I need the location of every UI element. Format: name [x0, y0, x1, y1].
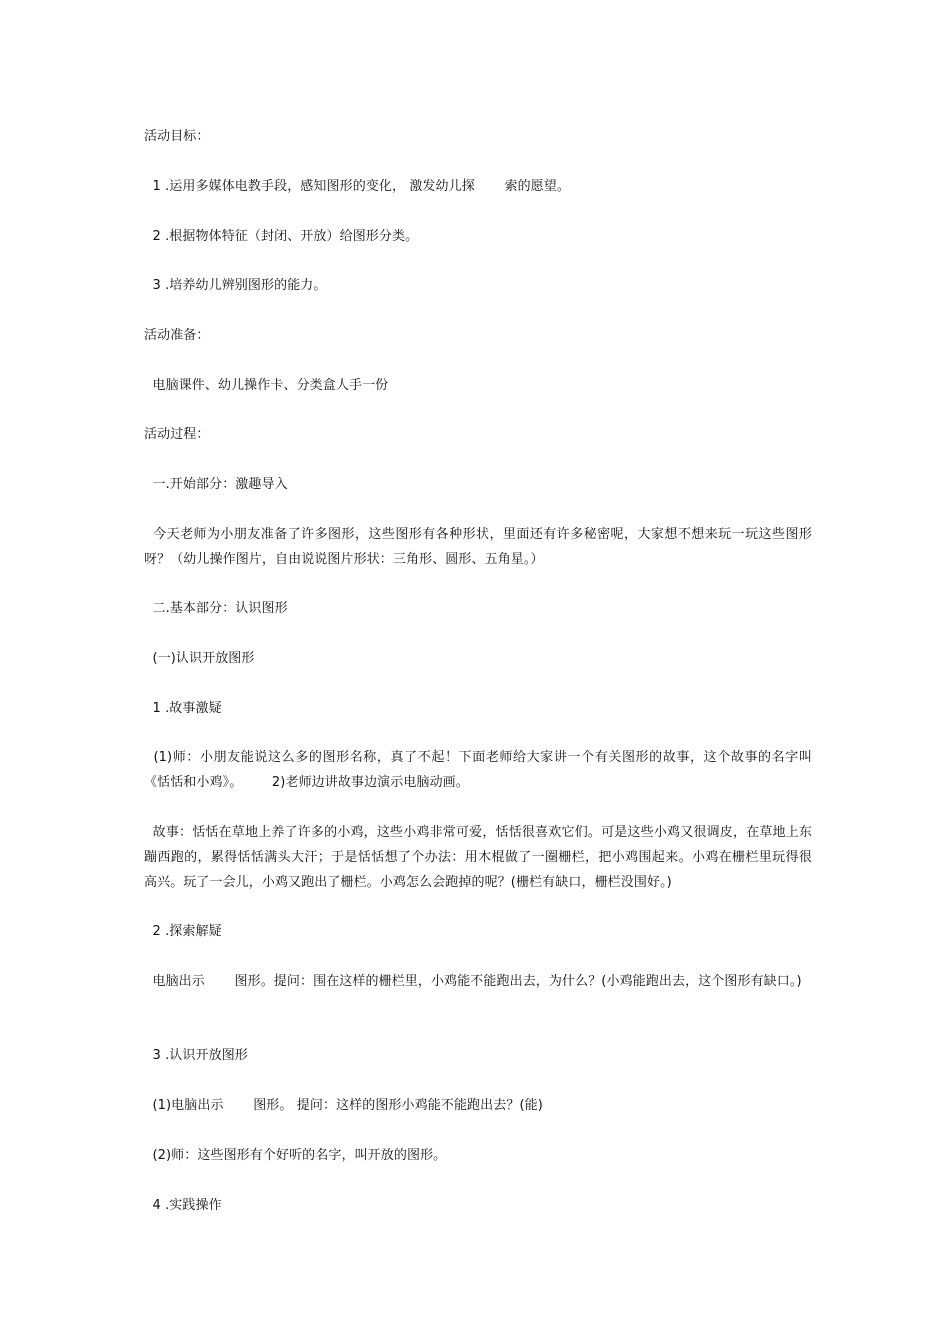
heading-activity-preparation: 活动准备：	[144, 328, 210, 343]
goal-item-1: 1 .运用多媒体电教手段，感知图形的变化， 激发幼儿探 索的愿望。	[144, 179, 570, 194]
explore-paragraph: 电脑出示 图形。提问：围在这样的栅栏里，小鸡能不能跑出去，为什么？(小鸡能跑出去，这个图形有缺口。)	[144, 974, 802, 989]
step-story: 1 .故事激疑	[144, 701, 222, 716]
goal-item-2: 2 .根据物体特征（封闭、开放）给图形分类。	[144, 229, 419, 244]
subsection-open-shapes: (一)认识开放图形	[144, 651, 255, 666]
step-recognize-open-shapes: 3 .认识开放图形	[144, 1048, 248, 1063]
step-explore: 2 .探索解疑	[144, 924, 222, 939]
story-intro-paragraph: (1)师：小朋友能说这么多的图形名称，真了不起！下面老师给大家讲一个有关图形的故事，这个故事的名字叫《恬恬和小鸡》。 2)老师边讲故事边演示电脑动画。	[144, 750, 812, 790]
preparation-materials: 电脑课件、幼儿操作卡、分类盒人手一份	[144, 378, 389, 393]
heading-activity-goals: 活动目标：	[144, 129, 210, 144]
section-opening: 一.开始部分：激趣导入	[144, 477, 288, 492]
recognize-item-2: (2)师：这些图形有个好听的名字，叫开放的图形。	[144, 1148, 447, 1163]
story-paragraph: 故事：恬恬在草地上养了许多的小鸡，这些小鸡非常可爱，恬恬很喜欢它们。可是这些小鸡又很调皮，在草地上东蹦西跑的，累得恬恬满头大汗；于是恬恬想了个办法：用木棍做了一圈栅栏，把小鸡围起来。小鸡在栅栏里玩得很高兴。玩了一会儿，小鸡又跑出了栅栏。小鸡怎么会跑掉的呢？(栅栏有缺口，栅栏没围好。)	[144, 825, 812, 890]
recognize-item-1: (1)电脑出示 图形。 提问：这样的图形小鸡能不能跑出去？(能)	[144, 1098, 543, 1113]
step-practice: 4 .实践操作	[144, 1198, 222, 1213]
section-basic: 二.基本部分：认识图形	[144, 601, 288, 616]
opening-paragraph: 今天老师为小朋友准备了许多图形，这些图形有各种形状，里面还有许多秘密呢，大家想不想来玩一玩这些图形呀？（幼儿操作图片，自由说说图片形状：三角形、圆形、五角星。）	[144, 527, 812, 567]
heading-activity-process: 活动过程：	[144, 427, 210, 442]
goal-item-3: 3 .培养幼儿辨别图形的能力。	[144, 278, 327, 293]
